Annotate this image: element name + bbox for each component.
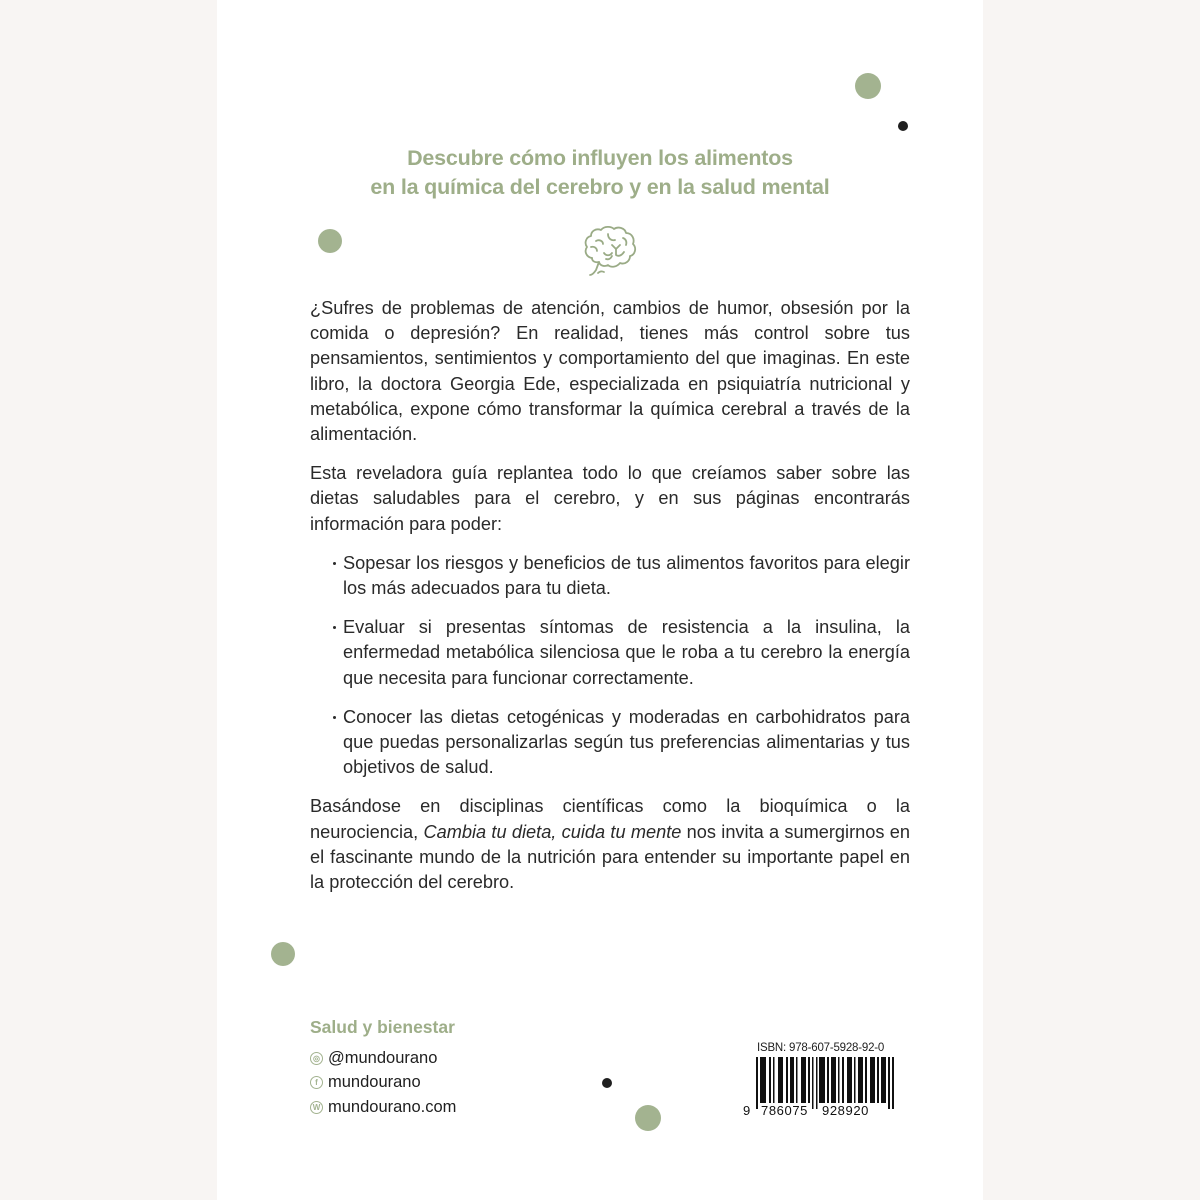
social-handle: @mundourano (328, 1048, 438, 1067)
decorative-dot-green (855, 73, 881, 99)
social-facebook[interactable] (310, 1071, 456, 1096)
decorative-dot-green (318, 229, 342, 253)
decorative-dot-green (635, 1105, 661, 1131)
social-instagram[interactable] (310, 1046, 456, 1071)
decorative-dot-black (602, 1078, 612, 1088)
paragraph-3-rest: nos invita a sumergirnos en el fascinante mundo de la nutrición para entender su importante papel en la protección del cerebro. (310, 821, 910, 893)
web-icon: W (310, 1101, 323, 1114)
website-url: mundourano.com (328, 1097, 457, 1116)
facebook-icon: f (310, 1076, 323, 1089)
list-item: Conocer las dietas cetogénicas y moderadas en carbohidratos para que puedas personalizarlas según tus preferencias alimentarias y tus objetivos de salud. (310, 705, 910, 781)
paragraph-1: ¿Sufres de problemas de atención, cambios de humor, obsesión por la comida o depresión? En realidad, tienes más control sobre tus pensamientos, sentimientos y comportamiento del que imaginas. En este libro, la doctora Georgia Ede, especializada en psiquiatría nutricional y metabólica, expone cómo transformar la química cerebral a través de la alimentación. (310, 298, 910, 445)
list-item: Sopesar los riesgos y beneficios de tus alimentos favoritos para elegir los más adecuados para tu dieta. (310, 551, 910, 601)
book-title: Cambia tu dieta, cuida tu mente (423, 821, 682, 842)
paragraph-2: Esta reveladora guía replantea todo lo que creíamos saber sobre las dietas saludables para el cerebro, y en sus páginas encontrarás información para poder: (310, 463, 910, 534)
isbn-label: ISBN: 978-607-5928-92-0 (757, 1042, 885, 1054)
benefits-list (310, 551, 910, 781)
synopsis (310, 296, 910, 909)
category-label: Salud y bienestar (310, 1017, 455, 1037)
decorative-dot-black (898, 121, 908, 131)
barcode-icon (743, 1057, 903, 1117)
paragraph-3-intro: Basándose en disciplinas científicas como la bioquímica o la neurociencia, (310, 796, 910, 842)
headline-line-1: Descubre cómo influyen los alimentos (407, 146, 793, 170)
decorative-dot-green (271, 942, 295, 966)
headline (0, 144, 1200, 202)
paragraph-3 (310, 794, 910, 895)
social-links (310, 1046, 456, 1120)
headline-line-2: en la química del cerebro y en la salud mental (370, 175, 830, 199)
list-item: Evaluar si presentas síntomas de resistencia a la insulina, la enfermedad metabólica silenciosa que le roba a tu cerebro la energía que necesita para funcionar correctamente. (310, 615, 910, 691)
barcode-digit-first: 9 (743, 1103, 751, 1117)
barcode-digits-right: 928920 (822, 1103, 869, 1117)
brain-icon (582, 225, 638, 277)
instagram-icon: ◎ (310, 1052, 323, 1065)
social-handle: mundourano (328, 1073, 421, 1092)
barcode-digits-left: 786075 (761, 1103, 808, 1117)
social-website[interactable] (310, 1095, 456, 1120)
